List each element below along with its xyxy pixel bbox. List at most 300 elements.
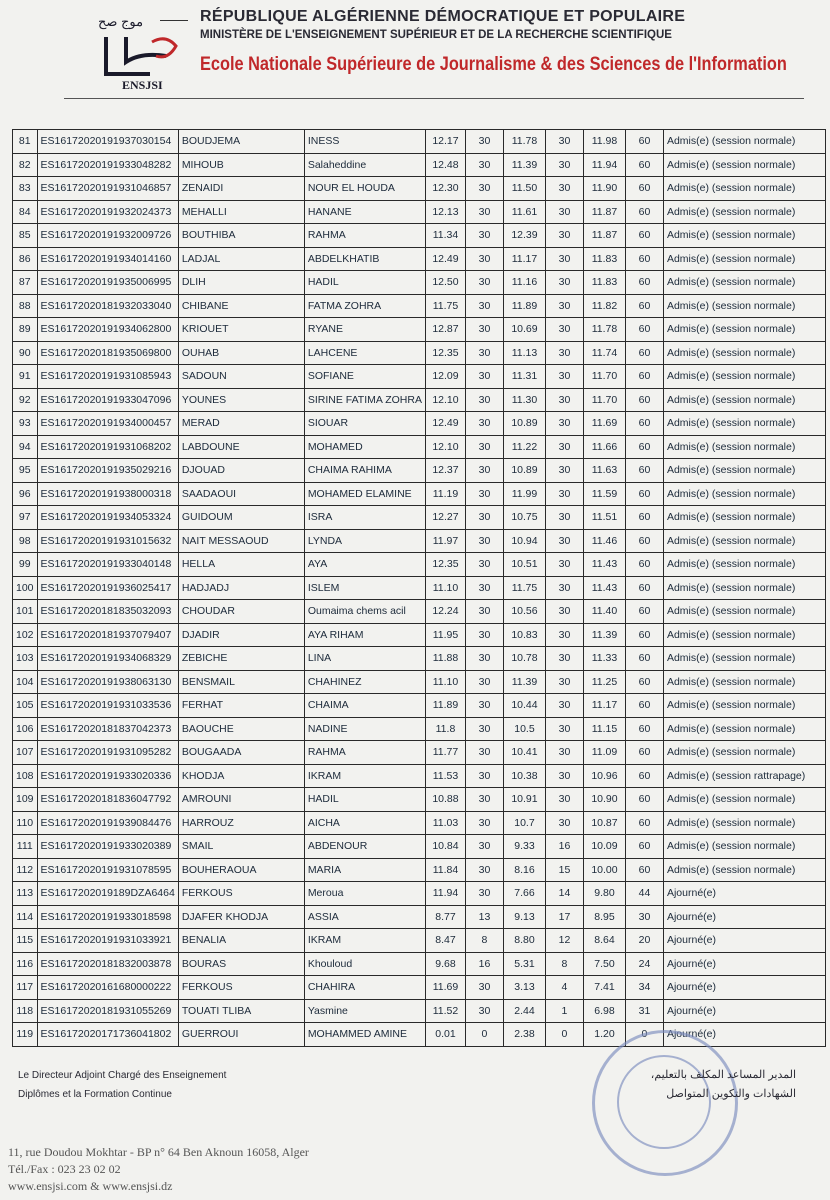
grade-s2-cell: 11.13 [503,341,545,365]
table-row [13,952,826,976]
first-name-cell: NOUR EL HOUDA [304,177,425,201]
last-name-cell: LADJAL [178,247,304,271]
credits-s2-cell: 15 [545,858,583,882]
total-credits-cell: 60 [625,482,663,506]
logo-text: ENSJSI [122,78,163,92]
row-number-cell: 86 [13,247,38,271]
row-number-cell: 107 [13,741,38,765]
credits-s1-cell: 30 [465,623,503,647]
table-row [13,177,826,201]
credits-s1-cell: 30 [465,788,503,812]
annual-average-cell: 11.87 [583,224,625,248]
row-number-cell: 105 [13,694,38,718]
credits-s2-cell: 30 [545,412,583,436]
annual-average-cell: 11.70 [583,388,625,412]
credits-s1-cell: 30 [465,882,503,906]
first-name-cell: IKRAM [304,764,425,788]
row-number-cell: 111 [13,835,38,859]
results-table [12,129,826,1047]
grade-s2-cell: 10.89 [503,412,545,436]
last-name-cell: KRIOUET [178,318,304,342]
annual-average-cell: 10.96 [583,764,625,788]
total-credits-cell: 60 [625,694,663,718]
credits-s2-cell: 30 [545,459,583,483]
total-credits-cell: 60 [625,811,663,835]
credits-s2-cell: 30 [545,271,583,295]
grade-s1-cell: 11.10 [425,576,465,600]
grade-s1-cell: 11.88 [425,647,465,671]
credits-s1-cell: 13 [465,905,503,929]
last-name-cell: BOUGAADA [178,741,304,765]
total-credits-cell: 60 [625,506,663,530]
grade-s1-cell: 11.75 [425,294,465,318]
grade-s2-cell: 2.38 [503,1023,545,1047]
grade-s1-cell: 11.53 [425,764,465,788]
annual-average-cell: 10.87 [583,811,625,835]
credits-s1-cell: 30 [465,576,503,600]
annual-average-cell: 11.94 [583,153,625,177]
ministry-title: MINISTÈRE DE L'ENSEIGNEMENT SUPÉRIEUR ET DE LA RECHERCHE SCIENTIFIQUE [200,29,672,41]
grade-s2-cell: 10.94 [503,529,545,553]
last-name-cell: BAOUCHE [178,717,304,741]
annual-average-cell: 11.63 [583,459,625,483]
table-row [13,318,826,342]
total-credits-cell: 60 [625,623,663,647]
annual-average-cell: 8.95 [583,905,625,929]
first-name-cell: AICHA [304,811,425,835]
student-id-cell: ES16172020191931078595 [37,858,178,882]
grade-s1-cell: 11.77 [425,741,465,765]
grade-s2-cell: 9.33 [503,835,545,859]
first-name-cell: Yasmine [304,999,425,1023]
student-id-cell: ES16172020191933048282 [37,153,178,177]
credits-s1-cell: 30 [465,647,503,671]
grade-s1-cell: 11.84 [425,858,465,882]
grade-s2-cell: 8.16 [503,858,545,882]
first-name-cell: LINA [304,647,425,671]
first-name-cell: MARIA [304,858,425,882]
student-id-cell: ES16172020181937079407 [37,623,178,647]
first-name-cell: RYANE [304,318,425,342]
decision-cell: Admis(e) (session normale) [663,670,825,694]
table-row [13,600,826,624]
grade-s2-cell: 10.38 [503,764,545,788]
grade-s1-cell: 12.37 [425,459,465,483]
grade-s1-cell: 12.24 [425,600,465,624]
last-name-cell: HARROUZ [178,811,304,835]
student-id-cell: ES16172020191938063130 [37,670,178,694]
last-name-cell: SADOUN [178,365,304,389]
row-number-cell: 82 [13,153,38,177]
grade-s1-cell: 12.10 [425,388,465,412]
annual-average-cell: 7.41 [583,976,625,1000]
first-name-cell: LAHCENE [304,341,425,365]
credits-s2-cell: 30 [545,553,583,577]
first-name-cell: LYNDA [304,529,425,553]
total-credits-cell: 24 [625,952,663,976]
student-id-cell: ES16172020191932024373 [37,200,178,224]
decision-cell: Admis(e) (session normale) [663,741,825,765]
first-name-cell: RAHMA [304,741,425,765]
table-row [13,623,826,647]
credits-s2-cell: 30 [545,506,583,530]
last-name-cell: NAIT MESSAOUD [178,529,304,553]
table-row [13,647,826,671]
table-row [13,835,826,859]
student-id-cell: ES16172020191934062800 [37,318,178,342]
last-name-cell: BOURAS [178,952,304,976]
last-name-cell: BENALIA [178,929,304,953]
credits-s2-cell: 30 [545,623,583,647]
student-id-cell: ES16172020191931095282 [37,741,178,765]
student-id-cell: ES16172020191933018598 [37,905,178,929]
first-name-cell: CHAIMA [304,694,425,718]
last-name-cell: MEHALLI [178,200,304,224]
grade-s2-cell: 10.56 [503,600,545,624]
annual-average-cell: 10.09 [583,835,625,859]
table-row [13,882,826,906]
credits-s2-cell: 30 [545,435,583,459]
table-row [13,459,826,483]
student-id-cell: ES16172020191934053324 [37,506,178,530]
credits-s2-cell: 30 [545,365,583,389]
table-row [13,224,826,248]
last-name-cell: ZENAIDI [178,177,304,201]
last-name-cell: AMROUNI [178,788,304,812]
decision-cell: Admis(e) (session normale) [663,858,825,882]
credits-s2-cell: 4 [545,976,583,1000]
credits-s2-cell: 30 [545,130,583,154]
total-credits-cell: 60 [625,271,663,295]
grade-s1-cell: 12.27 [425,506,465,530]
student-id-cell: ES16172020191936025417 [37,576,178,600]
grade-s2-cell: 7.66 [503,882,545,906]
credits-s1-cell: 16 [465,952,503,976]
total-credits-cell: 60 [625,788,663,812]
credits-s1-cell: 30 [465,247,503,271]
last-name-cell: OUHAB [178,341,304,365]
grade-s2-cell: 11.39 [503,670,545,694]
table-row [13,929,826,953]
grade-s2-cell: 11.75 [503,576,545,600]
table-row [13,553,826,577]
first-name-cell: SIRINE FATIMA ZOHRA [304,388,425,412]
grade-s2-cell: 10.41 [503,741,545,765]
grade-s1-cell: 11.19 [425,482,465,506]
last-name-cell: DJADIR [178,623,304,647]
credits-s1-cell: 30 [465,717,503,741]
credits-s2-cell: 30 [545,764,583,788]
grade-s2-cell: 12.39 [503,224,545,248]
table-row [13,271,826,295]
row-number-cell: 83 [13,177,38,201]
last-name-cell: FERHAT [178,694,304,718]
annual-average-cell: 11.66 [583,435,625,459]
credits-s1-cell: 30 [465,811,503,835]
total-credits-cell: 31 [625,999,663,1023]
total-credits-cell: 60 [625,294,663,318]
grade-s1-cell: 10.84 [425,835,465,859]
last-name-cell: BOUHERAOUA [178,858,304,882]
credits-s2-cell: 16 [545,835,583,859]
table-row [13,741,826,765]
grade-s1-cell: 11.52 [425,999,465,1023]
credits-s2-cell: 30 [545,647,583,671]
decision-cell: Admis(e) (session normale) [663,435,825,459]
grade-s2-cell: 10.7 [503,811,545,835]
total-credits-cell: 60 [625,600,663,624]
annual-average-cell: 10.90 [583,788,625,812]
table-row [13,153,826,177]
credits-s1-cell: 30 [465,482,503,506]
first-name-cell: FATMA ZOHRA [304,294,425,318]
credits-s1-cell: 30 [465,153,503,177]
student-id-cell: ES16172020191934014160 [37,247,178,271]
student-id-cell: ES16172020191933020336 [37,764,178,788]
grade-s1-cell: 11.34 [425,224,465,248]
student-id-cell: ES16172020191934000457 [37,412,178,436]
row-number-cell: 103 [13,647,38,671]
annual-average-cell: 11.15 [583,717,625,741]
table-row [13,694,826,718]
decision-cell: Admis(e) (session normale) [663,576,825,600]
student-id-cell: ES16172020191931068202 [37,435,178,459]
grade-s1-cell: 11.8 [425,717,465,741]
grade-s2-cell: 10.44 [503,694,545,718]
credits-s1-cell: 30 [465,741,503,765]
table-row [13,294,826,318]
credits-s2-cell: 30 [545,153,583,177]
grade-s1-cell: 12.17 [425,130,465,154]
signatory-right-line1: المدير المساعد المكلف بالتعليم، [650,1069,796,1081]
logo-arabic-text: موج صح [98,14,144,29]
decision-cell: Admis(e) (session normale) [663,694,825,718]
total-credits-cell: 60 [625,247,663,271]
credits-s2-cell: 30 [545,694,583,718]
last-name-cell: DJOUAD [178,459,304,483]
annual-average-cell: 11.74 [583,341,625,365]
total-credits-cell: 60 [625,365,663,389]
table-row [13,811,826,835]
credits-s2-cell: 8 [545,952,583,976]
first-name-cell: CHAIMA RAHIMA [304,459,425,483]
row-number-cell: 106 [13,717,38,741]
grade-s1-cell: 12.13 [425,200,465,224]
signatory-right [651,1066,796,1104]
decision-cell: Admis(e) (session normale) [663,294,825,318]
table-row [13,130,826,154]
table-row [13,200,826,224]
grade-s2-cell: 10.78 [503,647,545,671]
first-name-cell: Khouloud [304,952,425,976]
grade-s1-cell: 10.88 [425,788,465,812]
decision-cell: Admis(e) (session normale) [663,788,825,812]
header-dash [160,20,188,21]
student-id-cell: ES16172020191939084476 [37,811,178,835]
first-name-cell: ISRA [304,506,425,530]
address-line2: Tél./Fax : 023 23 02 02 [8,1162,121,1176]
grade-s2-cell: 11.17 [503,247,545,271]
row-number-cell: 100 [13,576,38,600]
last-name-cell: KHODJA [178,764,304,788]
table-row [13,858,826,882]
total-credits-cell: 60 [625,388,663,412]
student-id-cell: ES16172020191931046857 [37,177,178,201]
last-name-cell: TOUATI TLIBA [178,999,304,1023]
credits-s1-cell: 30 [465,999,503,1023]
last-name-cell: FERKOUS [178,882,304,906]
last-name-cell: FERKOUS [178,976,304,1000]
decision-cell: Admis(e) (session normale) [663,647,825,671]
signatory-left [18,1066,226,1104]
student-id-cell: ES16172020191931015632 [37,529,178,553]
annual-average-cell: 11.46 [583,529,625,553]
annual-average-cell: 11.82 [583,294,625,318]
total-credits-cell: 60 [625,529,663,553]
first-name-cell: AYA RIHAM [304,623,425,647]
student-id-cell: ES16172020181935069800 [37,341,178,365]
credits-s2-cell: 30 [545,600,583,624]
first-name-cell: NADINE [304,717,425,741]
credits-s1-cell: 30 [465,835,503,859]
grade-s2-cell: 8.80 [503,929,545,953]
credits-s2-cell: 30 [545,482,583,506]
last-name-cell: MIHOUB [178,153,304,177]
row-number-cell: 119 [13,1023,38,1047]
decision-cell: Admis(e) (session normale) [663,623,825,647]
table-row [13,905,826,929]
student-id-cell: ES16172020181931055269 [37,999,178,1023]
signatory-left-line2: Diplômes et la Formation Continue [18,1089,172,1100]
last-name-cell: BENSMAIL [178,670,304,694]
total-credits-cell: 60 [625,318,663,342]
table-row [13,412,826,436]
credits-s2-cell: 14 [545,882,583,906]
table-row [13,247,826,271]
row-number-cell: 102 [13,623,38,647]
grade-s2-cell: 2.44 [503,999,545,1023]
grade-s2-cell: 11.61 [503,200,545,224]
total-credits-cell: 60 [625,130,663,154]
credits-s1-cell: 30 [465,670,503,694]
annual-average-cell: 11.09 [583,741,625,765]
last-name-cell: SMAIL [178,835,304,859]
credits-s2-cell: 30 [545,341,583,365]
grade-s2-cell: 11.31 [503,365,545,389]
decision-cell: Admis(e) (session normale) [663,482,825,506]
student-id-cell: ES16172020191931085943 [37,365,178,389]
student-id-cell: ES16172020191932009726 [37,224,178,248]
student-id-cell: ES16172020181835032093 [37,600,178,624]
row-number-cell: 109 [13,788,38,812]
credits-s2-cell: 30 [545,576,583,600]
row-number-cell: 104 [13,670,38,694]
row-number-cell: 81 [13,130,38,154]
last-name-cell: ZEBICHE [178,647,304,671]
table-row [13,717,826,741]
student-id-cell: ES16172020191933020389 [37,835,178,859]
row-number-cell: 88 [13,294,38,318]
row-number-cell: 92 [13,388,38,412]
grade-s1-cell: 0.01 [425,1023,465,1047]
first-name-cell: RAHMA [304,224,425,248]
student-id-cell: ES16172020191933047096 [37,388,178,412]
row-number-cell: 85 [13,224,38,248]
credits-s1-cell: 30 [465,271,503,295]
grade-s1-cell: 12.50 [425,271,465,295]
school-logo [96,12,188,92]
grade-s2-cell: 11.89 [503,294,545,318]
grade-s2-cell: 11.78 [503,130,545,154]
credits-s1-cell: 30 [465,506,503,530]
student-id-cell: ES16172020191937030154 [37,130,178,154]
first-name-cell: MOHAMMED AMINE [304,1023,425,1047]
last-name-cell: YOUNES [178,388,304,412]
table-row [13,388,826,412]
grade-s2-cell: 10.91 [503,788,545,812]
first-name-cell: Salaheddine [304,153,425,177]
credits-s1-cell: 30 [465,365,503,389]
decision-cell: Ajourné(e) [663,882,825,906]
annual-average-cell: 11.39 [583,623,625,647]
decision-cell: Admis(e) (session normale) [663,271,825,295]
decision-cell: Ajourné(e) [663,905,825,929]
table-row [13,670,826,694]
total-credits-cell: 20 [625,929,663,953]
total-credits-cell: 60 [625,553,663,577]
first-name-cell: IKRAM [304,929,425,953]
row-number-cell: 84 [13,200,38,224]
student-id-cell: ES16172020181837042373 [37,717,178,741]
credits-s1-cell: 30 [465,224,503,248]
first-name-cell: SOFIANE [304,365,425,389]
first-name-cell: ISLEM [304,576,425,600]
last-name-cell: GUIDOUM [178,506,304,530]
annual-average-cell: 11.17 [583,694,625,718]
credits-s2-cell: 30 [545,670,583,694]
decision-cell: Admis(e) (session normale) [663,247,825,271]
annual-average-cell: 6.98 [583,999,625,1023]
grade-s1-cell: 12.48 [425,153,465,177]
grade-s1-cell: 11.95 [425,623,465,647]
credits-s2-cell: 30 [545,388,583,412]
decision-cell: Admis(e) (session normale) [663,459,825,483]
grade-s1-cell: 11.94 [425,882,465,906]
credits-s1-cell: 30 [465,388,503,412]
annual-average-cell: 11.83 [583,247,625,271]
annual-average-cell: 11.59 [583,482,625,506]
grade-s1-cell: 11.10 [425,670,465,694]
decision-cell: Admis(e) (session normale) [663,200,825,224]
row-number-cell: 112 [13,858,38,882]
credits-s1-cell: 8 [465,929,503,953]
credits-s1-cell: 0 [465,1023,503,1047]
total-credits-cell: 60 [625,835,663,859]
row-number-cell: 116 [13,952,38,976]
last-name-cell: BOUDJEMA [178,130,304,154]
document-header [0,0,830,100]
total-credits-cell: 60 [625,200,663,224]
credits-s2-cell: 17 [545,905,583,929]
row-number-cell: 87 [13,271,38,295]
grade-s2-cell: 10.89 [503,459,545,483]
annual-average-cell: 9.80 [583,882,625,906]
annual-average-cell: 7.50 [583,952,625,976]
credits-s2-cell: 30 [545,247,583,271]
annual-average-cell: 8.64 [583,929,625,953]
grade-s1-cell: 11.97 [425,529,465,553]
last-name-cell: HELLA [178,553,304,577]
